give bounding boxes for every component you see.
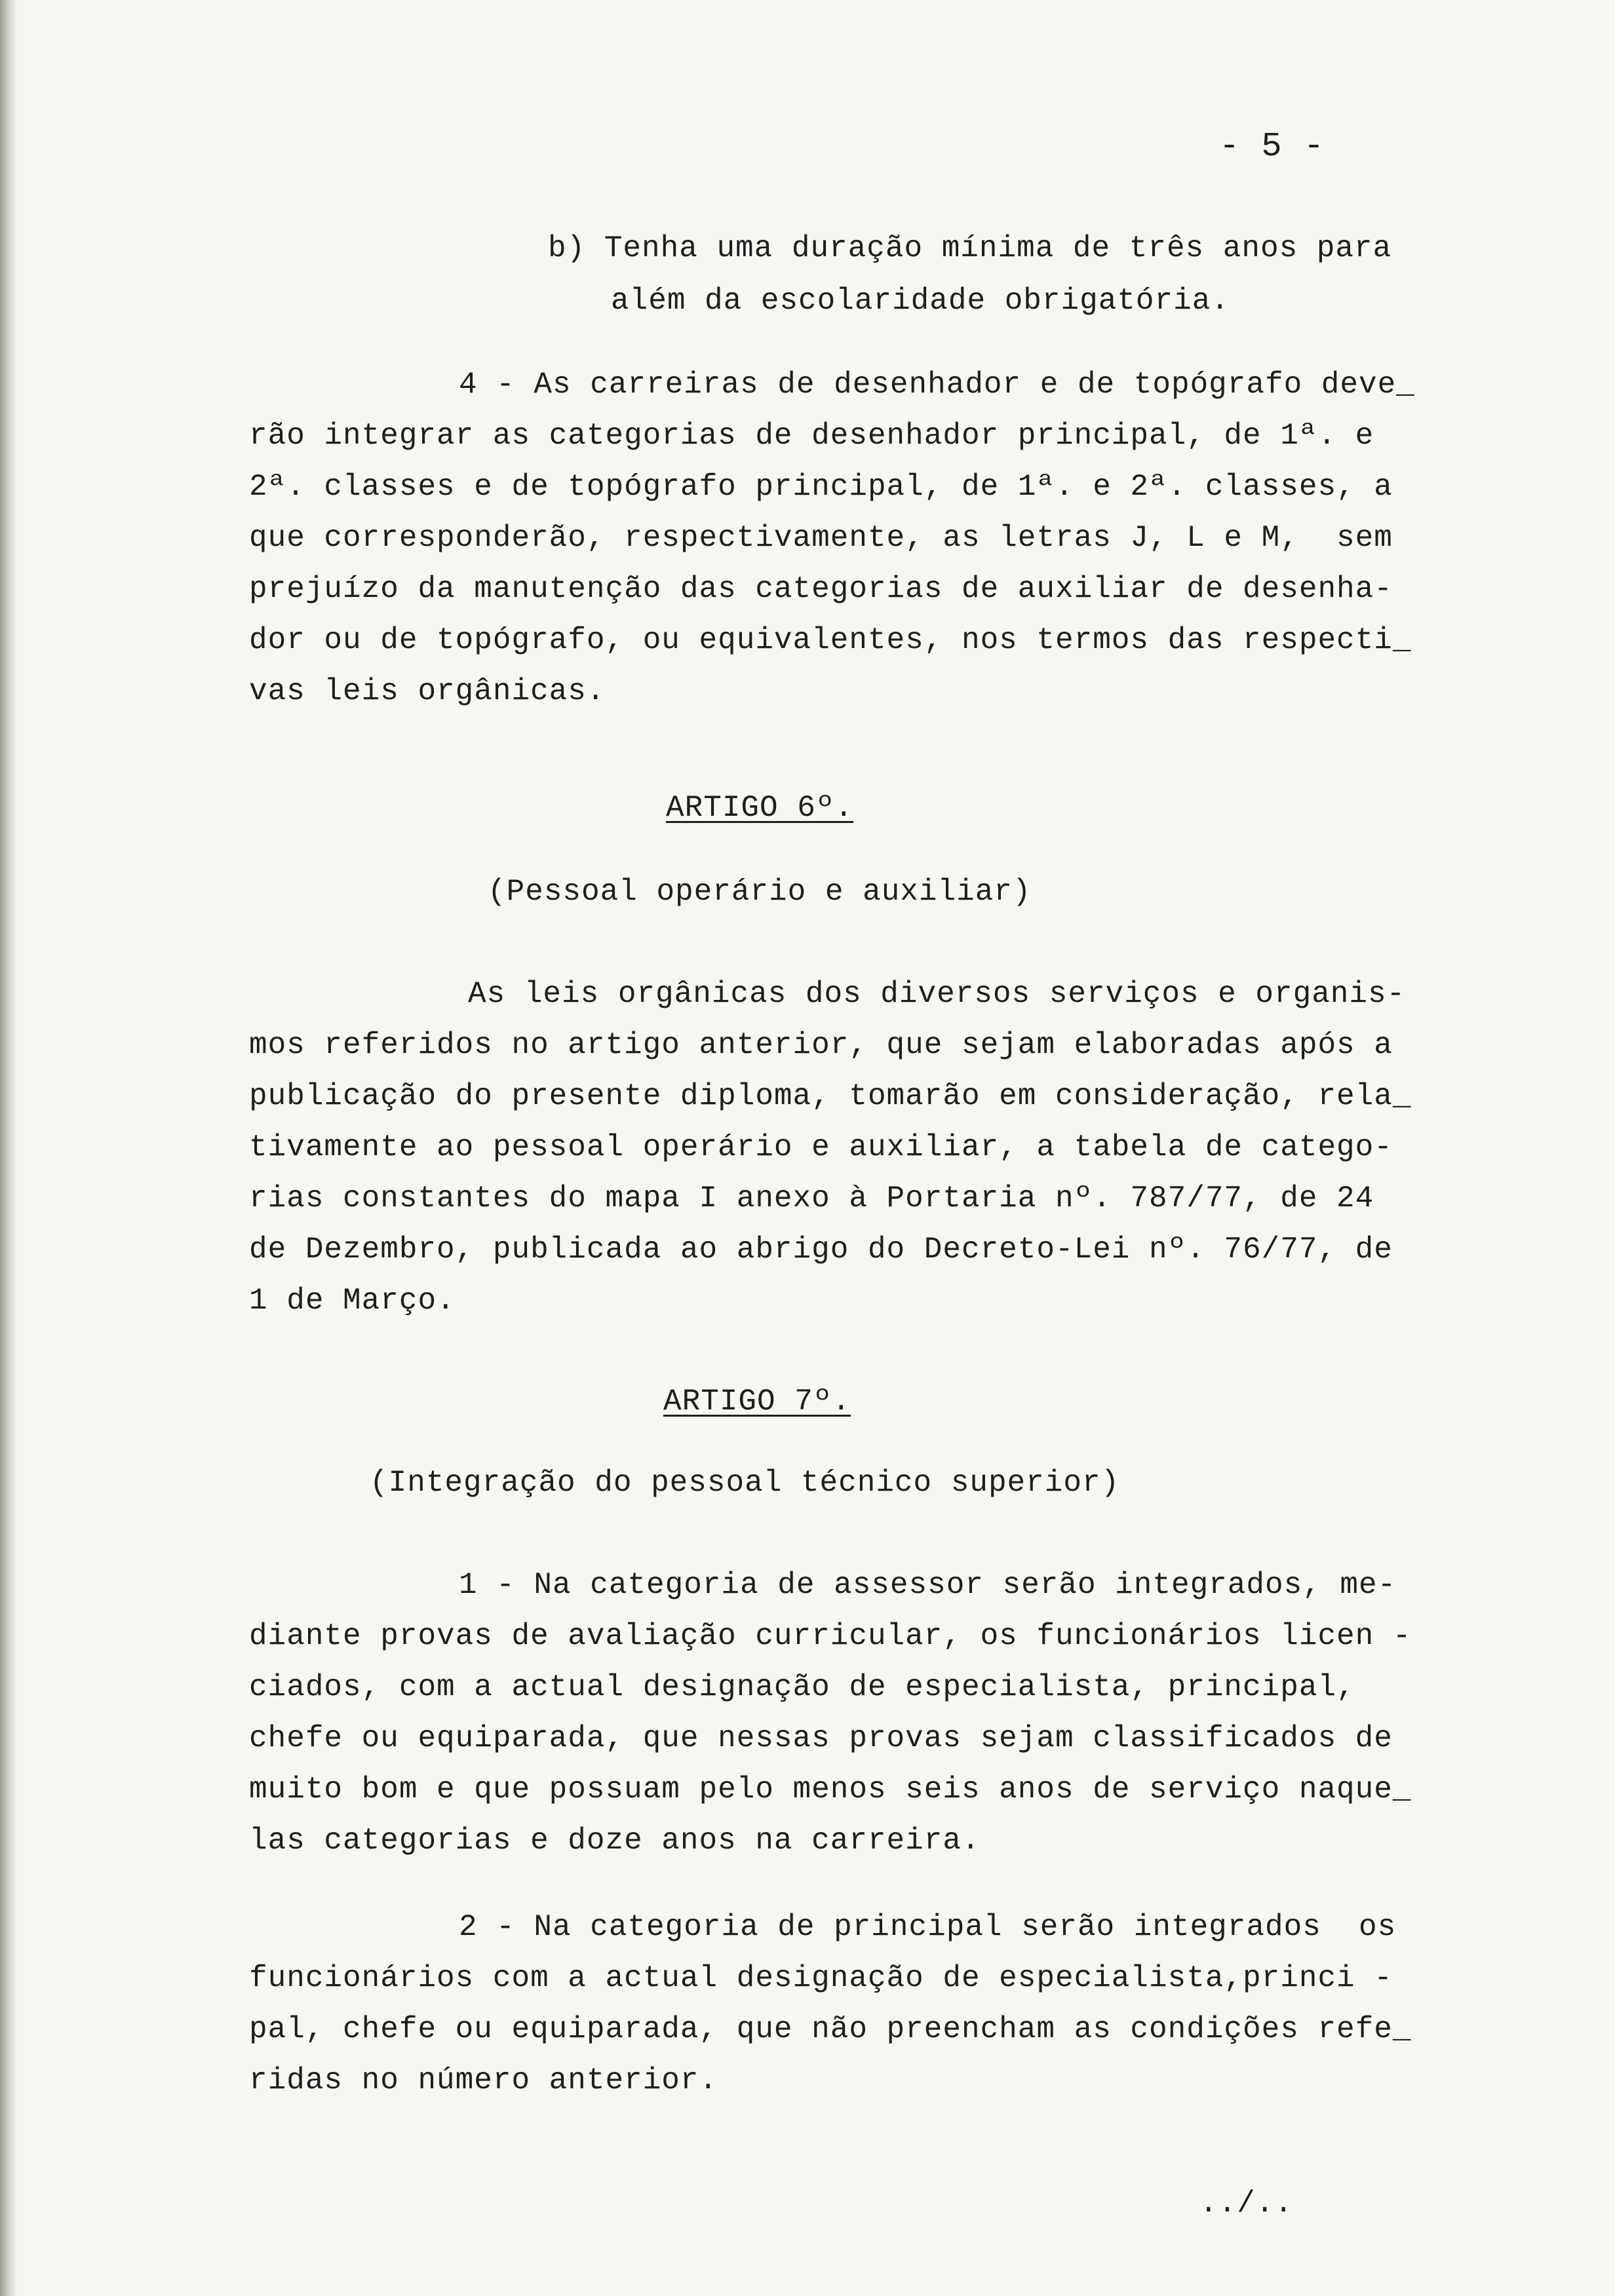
paragraph-line: rão integrar as categorias de desenhador principal, de 1ª. e [249, 419, 1374, 453]
item-b-line: b) Tenha uma duração mínima de três anos para [548, 231, 1392, 265]
paragraph-line: prejuízo da manutenção das categorias de auxiliar de desenha- [249, 572, 1393, 606]
paragraph-line: 2ª. classes e de topógrafo principal, de 1ª. e 2ª. classes, a [249, 470, 1393, 504]
paragraph-line: publicação do presente diploma, tomarão em consideração, rela_ [249, 1079, 1412, 1113]
paragraph-line: 1 de Março. [249, 1284, 456, 1318]
paragraph-line: mos referidos no artigo anterior, que sejam elaboradas após a [249, 1028, 1393, 1062]
artigo-6-heading: ARTIGO 6º. [666, 791, 854, 825]
paragraph-line: funcionários com a actual designação de especialista,princi - [249, 1961, 1393, 1995]
paragraph-line: diante provas de avaliação curricular, os funcionários licen - [249, 1619, 1412, 1653]
paragraph-line: muito bom e que possuam pelo menos seis anos de serviço naque_ [249, 1772, 1412, 1807]
paragraph-line: que corresponderão, respectivamente, as letras J, L e M, sem [249, 521, 1393, 555]
page-number: - 5 - [1219, 127, 1325, 166]
paragraph-line: rias constantes do mapa I anexo à Portaria nº. 787/77, de 24 [249, 1181, 1374, 1215]
paragraph-line: chefe ou equiparada, que nessas provas sejam classificados de [249, 1721, 1393, 1755]
paragraph-line: dor ou de topógrafo, ou equivalentes, nos termos das respecti_ [249, 623, 1412, 657]
paragraph-line: tivamente ao pessoal operário e auxiliar, a tabela de catego- [249, 1130, 1393, 1164]
paragraph-line: 1 - Na categoria de assessor serão integrados, me- [459, 1568, 1397, 1602]
continuation-mark: ../.. [1199, 2187, 1294, 2221]
paragraph-line: ridas no número anterior. [249, 2063, 718, 2097]
scanned-page-edge [0, 0, 17, 2296]
paragraph-line: 4 - As carreiras de desenhador e de topógrafo deve_ [459, 368, 1415, 402]
artigo-7-subtitle: (Integração do pessoal técnico superior) [370, 1466, 1120, 1500]
artigo-6-subtitle: (Pessoal operário e auxiliar) [488, 875, 1032, 909]
artigo-7-heading: ARTIGO 7º. [663, 1385, 851, 1419]
paragraph-line: ciados, com a actual designação de especialista, principal, [249, 1670, 1355, 1704]
paragraph-line: 2 - Na categoria de principal serão integrados os [459, 1910, 1397, 1944]
paragraph-line: las categorias e doze anos na carreira. [249, 1824, 981, 1858]
paragraph-line: de Dezembro, publicada ao abrigo do Decreto-Lei nº. 76/77, de [249, 1233, 1393, 1267]
item-b-line: além da escolaridade obrigatória. [611, 284, 1230, 318]
paragraph-line: As leis orgânicas dos diversos serviços e organis- [468, 977, 1406, 1011]
paragraph-line: pal, chefe ou equiparada, que não preencham as condições refe_ [249, 2012, 1412, 2046]
paragraph-line: vas leis orgânicas. [249, 674, 606, 708]
